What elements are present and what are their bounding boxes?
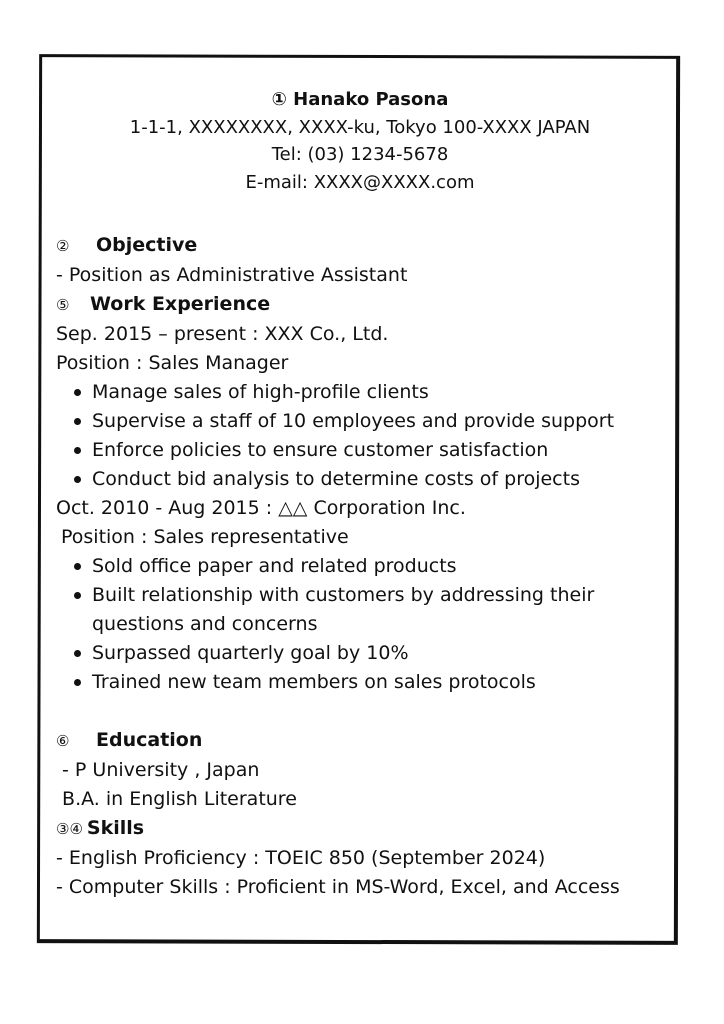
phone: Tel: (03) 1234-5678 <box>271 144 449 165</box>
job-period: Oct. 2010 - Aug 2015 : △△ Corporation Inc. <box>56 497 466 519</box>
skills-marker: ③④ <box>56 820 83 838</box>
applicant-name-line <box>54 86 666 114</box>
list-item: Supervise a staff of 10 employees and provide support <box>92 407 676 436</box>
name-marker: ① <box>271 89 287 110</box>
skills-title: Skills <box>86 817 145 839</box>
education-title: Education <box>96 729 203 751</box>
objective-marker: ② <box>56 237 70 255</box>
job-entry <box>56 494 676 697</box>
skills-heading <box>56 814 676 844</box>
list-item: Conduct bid analysis to determine costs of projects <box>92 465 676 494</box>
skill-item: - Computer Skills : Proficient in MS-Word, Excel, and Access <box>56 876 620 898</box>
contact-header <box>54 86 666 196</box>
list-item: Manage sales of high-profile clients <box>92 378 676 407</box>
applicant-name: Hanako Pasona <box>293 89 449 110</box>
education-degree: B.A. in English Literature <box>56 788 297 810</box>
skill-item: - English Proficiency : TOEIC 850 (September 2024) <box>56 847 546 869</box>
list-item: Built relationship with customers by addressing their questions and concerns <box>92 581 632 639</box>
list-item: Enforce policies to ensure customer satisfaction <box>92 436 676 465</box>
work-marker: ⑤ <box>56 296 70 314</box>
email: E-mail: XXXX@XXXX.com <box>245 171 475 193</box>
job-position: Position : Sales representative <box>61 526 349 548</box>
job-duties <box>56 378 676 494</box>
list-item: Trained new team members on sales protocols <box>92 668 676 697</box>
objective-title: Objective <box>96 234 198 256</box>
education-heading <box>56 726 676 756</box>
list-item: Surpassed quarterly goal by 10% <box>92 639 676 668</box>
resume-content <box>56 86 676 902</box>
job-period: Sep. 2015 – present : XXX Co., Ltd. <box>56 323 389 345</box>
list-item: Sold office paper and related products <box>92 552 676 581</box>
address: 1-1-1, XXXXXXXX, XXXX-ku, Tokyo 100-XXXX JAPAN <box>129 116 591 138</box>
objective-heading <box>56 231 676 261</box>
objective-text: - Position as Administrative Assistant <box>56 264 408 286</box>
job-position: Position : Sales Manager <box>56 352 289 374</box>
education-school: - P University , Japan <box>56 759 260 781</box>
education-marker: ⑥ <box>56 732 70 750</box>
work-title: Work Experience <box>90 293 271 315</box>
work-heading <box>56 290 676 320</box>
job-duties <box>56 552 676 697</box>
job-entry <box>56 320 676 494</box>
